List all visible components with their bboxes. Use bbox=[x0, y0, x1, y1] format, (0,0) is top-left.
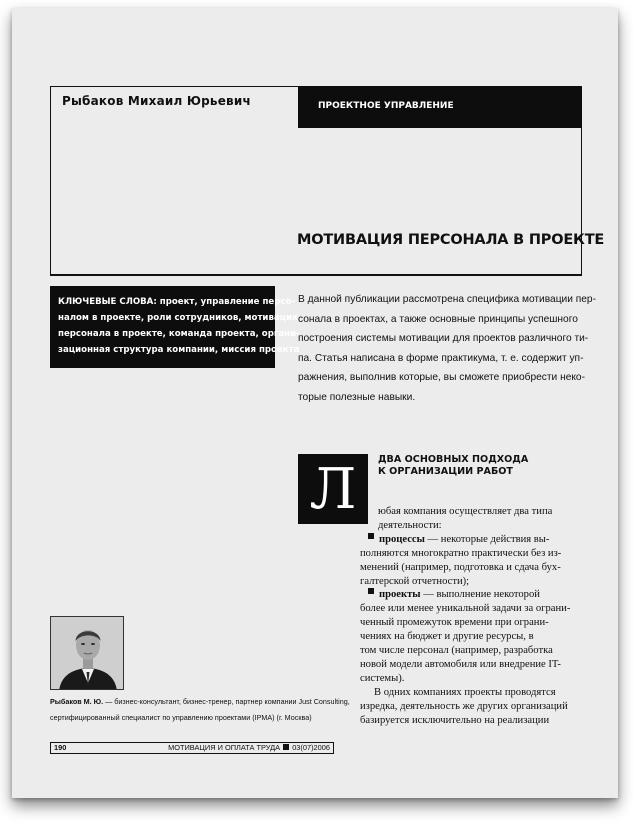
page-number: 190 bbox=[54, 743, 67, 752]
author-name: Рыбаков Михаил Юрьевич bbox=[62, 94, 251, 108]
abstract-line: ражнения, выполнив которые, вы сможете приобрести неко- bbox=[298, 372, 585, 384]
section-heading bbox=[378, 454, 528, 478]
abstract-line: торые полезные навыки. bbox=[298, 391, 416, 403]
keywords-line: зационная структура компании, миссия проекта bbox=[58, 345, 300, 355]
drop-cap-letter: Л bbox=[309, 456, 357, 522]
section-heading-line: К ОРГАНИЗАЦИИ РАБОТ bbox=[378, 466, 513, 477]
journal-info: МОТИВАЦИЯ И ОПЛАТА ТРУДА 03(07)2006 bbox=[168, 743, 330, 752]
body-line: менений (например, подготовка и сдача бух- bbox=[360, 561, 561, 573]
body-line: более или менее уникальной задачи за ограни- bbox=[360, 603, 571, 615]
section-heading-line: ДВА ОСНОВНЫХ ПОДХОДА bbox=[378, 454, 529, 465]
abstract-line: сонала в проектах, а также основные принципы успешного bbox=[298, 313, 578, 325]
body-line: ченный промежуток времени при ограни- bbox=[360, 617, 549, 629]
portrait-image bbox=[51, 617, 124, 690]
body-line: юбая компания осуществляет два типа bbox=[378, 506, 553, 517]
header-frame-bottom-rule bbox=[50, 274, 582, 276]
bullet-square-icon bbox=[368, 533, 374, 539]
magazine-page bbox=[12, 8, 618, 798]
abstract-line: построения системы мотивации для проектов различного ти- bbox=[298, 333, 589, 345]
body-line: деятельности: bbox=[378, 519, 442, 531]
body-line: чениях на бюджет и другие ресурсы, в bbox=[360, 631, 534, 643]
keywords-line: КЛЮЧЕВЫЕ СЛОВА: проект, управление персо- bbox=[58, 297, 295, 307]
body-line: полняются многократно практически без из- bbox=[360, 547, 562, 559]
body-line: том числе персонал (например, разработка bbox=[360, 645, 553, 657]
bullet-lead-word: проекты bbox=[379, 589, 421, 601]
body-line-bullet: проекты — выполнение некоторой bbox=[360, 588, 584, 602]
abstract bbox=[298, 290, 596, 408]
body-line: галтерской отчетности); bbox=[360, 575, 470, 587]
body-line: новой модели автомобиля или внедрение IT- bbox=[360, 658, 561, 670]
body-line: изредка, деятельность же других организаций bbox=[360, 700, 568, 712]
caption-line: Рыбаков М. Ю. — бизнес-консультант, бизнес-тренер, партнер компании Just Consulting, bbox=[50, 697, 350, 706]
abstract-line: В данной публикации рассмотрена специфика мотивации пер- bbox=[298, 294, 596, 305]
caption-author-name: Рыбаков М. Ю. bbox=[50, 697, 104, 706]
bullet-square-icon bbox=[368, 588, 374, 594]
body-line: базируется исключительно на реализации bbox=[360, 714, 550, 726]
keywords-box bbox=[50, 286, 300, 368]
body-line: В одних компаниях проекты проводятся bbox=[374, 686, 556, 698]
page-footer bbox=[50, 742, 334, 754]
drop-cap bbox=[298, 454, 368, 524]
body-line-bullet: процессы — некоторые действия вы- bbox=[360, 533, 584, 547]
body-line: системы). bbox=[360, 672, 405, 684]
body-text bbox=[360, 505, 584, 728]
keywords-line: персонала в проекте, команда проекта, органи- bbox=[58, 329, 300, 339]
abstract-line: па. Статья написана в форме практикума, т. е. содержит уп- bbox=[298, 352, 584, 364]
keywords-line: налом в проекте, роли сотрудников, мотивация bbox=[58, 313, 298, 323]
bullet-lead-word: процессы bbox=[379, 533, 425, 545]
section-label: ПРОЕКТНОЕ УПРАВЛЕНИЕ bbox=[318, 101, 454, 111]
author-photo bbox=[50, 616, 124, 690]
caption-line: сертифицированный специалист по управлению проектами (IPMA) (г. Москва) bbox=[50, 713, 312, 722]
square-separator-icon bbox=[283, 744, 289, 750]
author-caption bbox=[50, 694, 350, 726]
article-title: МОТИВАЦИЯ ПЕРСОНАЛА В ПРОЕКТЕ bbox=[297, 232, 605, 248]
